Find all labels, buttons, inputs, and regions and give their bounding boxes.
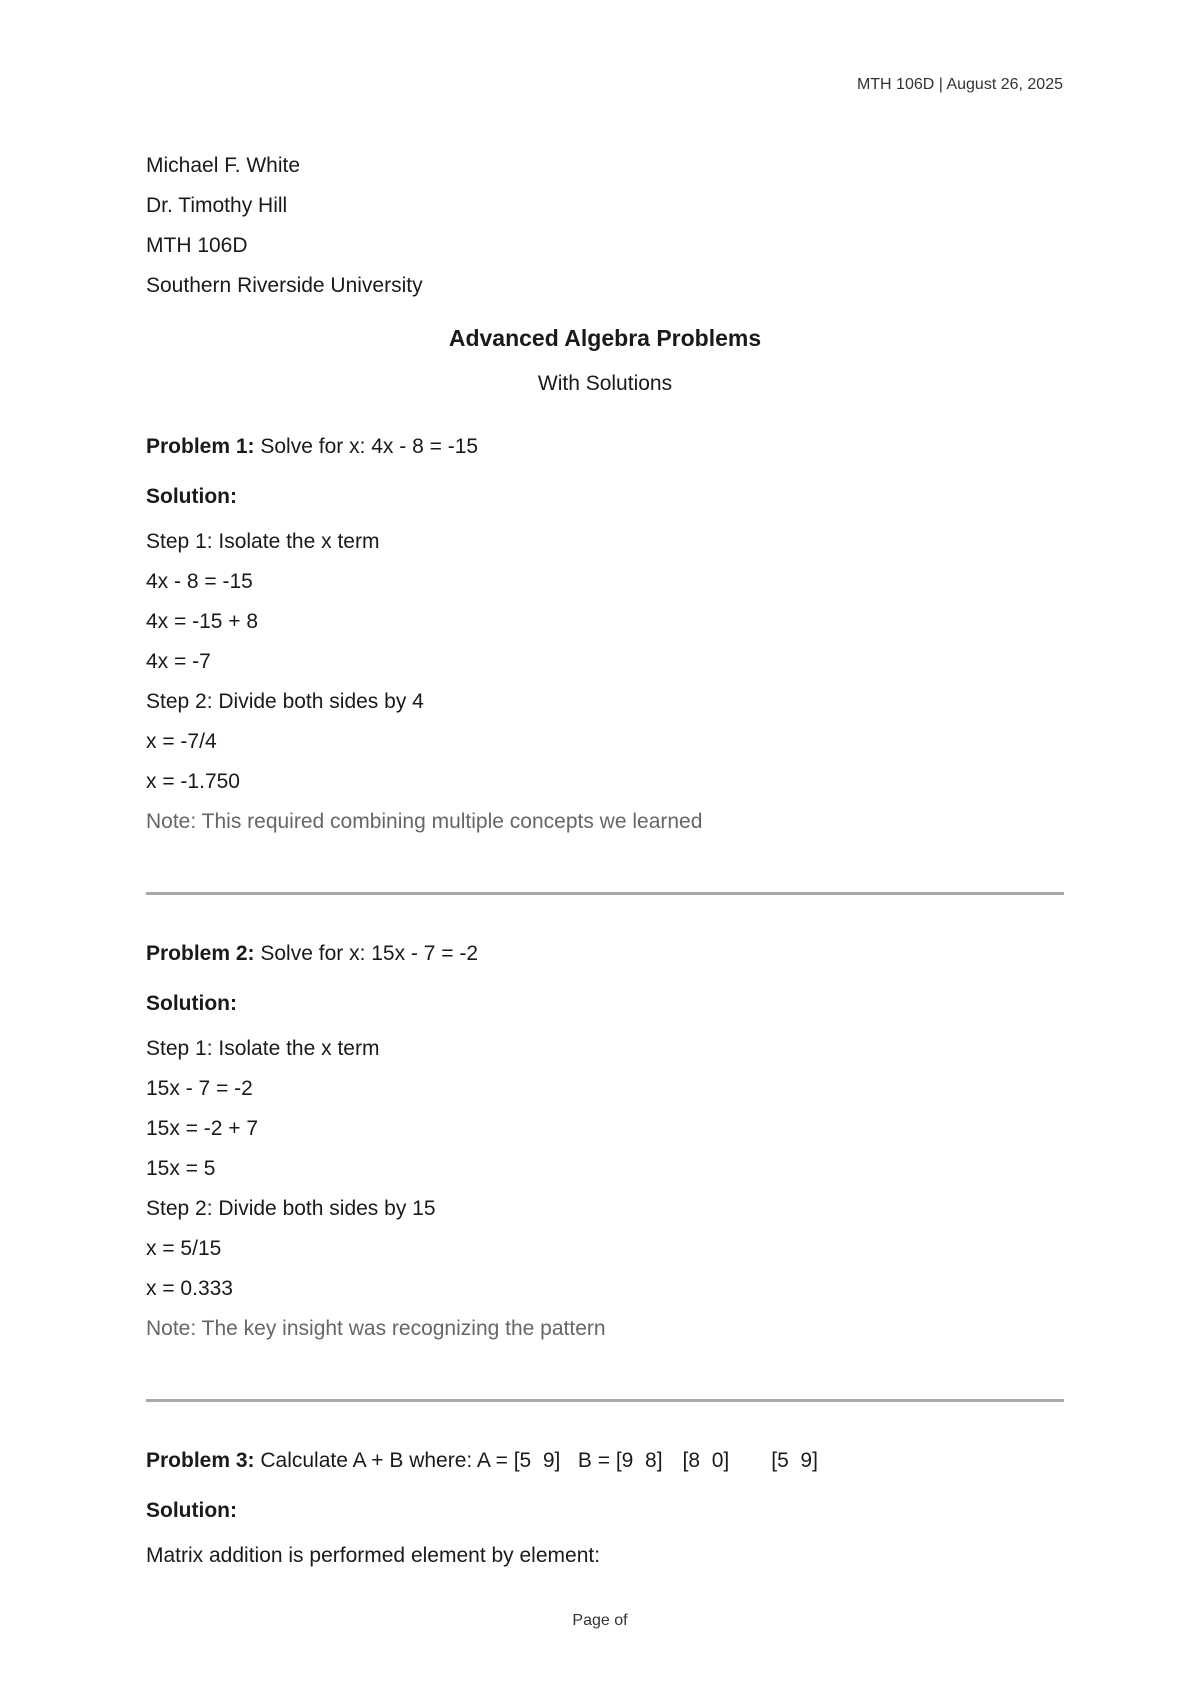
author-block — [146, 146, 1064, 306]
problem-label: Problem 3: — [146, 1449, 255, 1472]
university-name: Southern Riverside University — [146, 274, 423, 297]
solution-step: x = -1.750 — [146, 770, 240, 793]
solution-note: Note: This required combining multiple concepts we learned — [146, 810, 703, 833]
problem-section-2 — [146, 929, 1064, 1349]
solution-step: Step 2: Divide both sides by 15 — [146, 1197, 436, 1220]
solution-step: Step 1: Isolate the x term — [146, 1037, 380, 1060]
section-divider — [146, 1399, 1064, 1402]
solution-label: Solution: — [146, 992, 237, 1015]
page-header: MTH 106D | August 26, 2025 — [856, 76, 1063, 93]
solution-step: Step 2: Divide both sides by 4 — [146, 690, 424, 713]
document-subtitle: With Solutions — [537, 372, 673, 395]
solution-note: Note: The key insight was recognizing the pattern — [146, 1317, 606, 1340]
problem-statement — [146, 1436, 1064, 1486]
solution-step: x = 5/15 — [146, 1237, 222, 1260]
student-name: Michael F. White — [146, 154, 301, 177]
solution-step: Step 1: Isolate the x term — [146, 530, 380, 553]
problem-text: Solve for x: 4x - 8 = -15 — [254, 435, 479, 458]
solution-label: Solution: — [146, 485, 237, 508]
solution-step: x = 0.333 — [146, 1277, 233, 1300]
solution-step: 4x = -15 + 8 — [146, 610, 259, 633]
matrix-row: [8 0] — [682, 1449, 730, 1472]
solution-label: Solution: — [146, 1499, 237, 1522]
problem-section-3 — [146, 1436, 1064, 1576]
page-footer: Page of — [572, 1612, 628, 1629]
problem-section-1 — [146, 422, 1064, 842]
solution-step: 15x = -2 + 7 — [146, 1117, 259, 1140]
solution-step: 4x = -7 — [146, 650, 211, 673]
document-title: Advanced Algebra Problems — [448, 325, 762, 351]
section-divider — [146, 892, 1064, 895]
problem-text: Solve for x: 15x - 7 = -2 — [254, 942, 479, 965]
matrix-row: [5 9] — [771, 1449, 818, 1472]
solution-step: 4x - 8 = -15 — [146, 570, 253, 593]
problem-statement — [146, 422, 1064, 472]
solution-step: x = -7/4 — [146, 730, 217, 753]
problem-text: Calculate A + B where: A = [5 9] B = [9 8] — [254, 1449, 663, 1472]
solution-step: 15x = 5 — [146, 1157, 216, 1180]
instructor-name: Dr. Timothy Hill — [146, 194, 288, 217]
problem-label: Problem 2: — [146, 942, 255, 965]
problem-label: Problem 1: — [146, 435, 255, 458]
problem-statement — [146, 929, 1064, 979]
document-body — [146, 146, 1064, 1576]
solution-step: 15x - 7 = -2 — [146, 1077, 253, 1100]
course-code: MTH 106D — [146, 234, 248, 257]
solution-step: Matrix addition is performed element by element: — [146, 1544, 601, 1567]
